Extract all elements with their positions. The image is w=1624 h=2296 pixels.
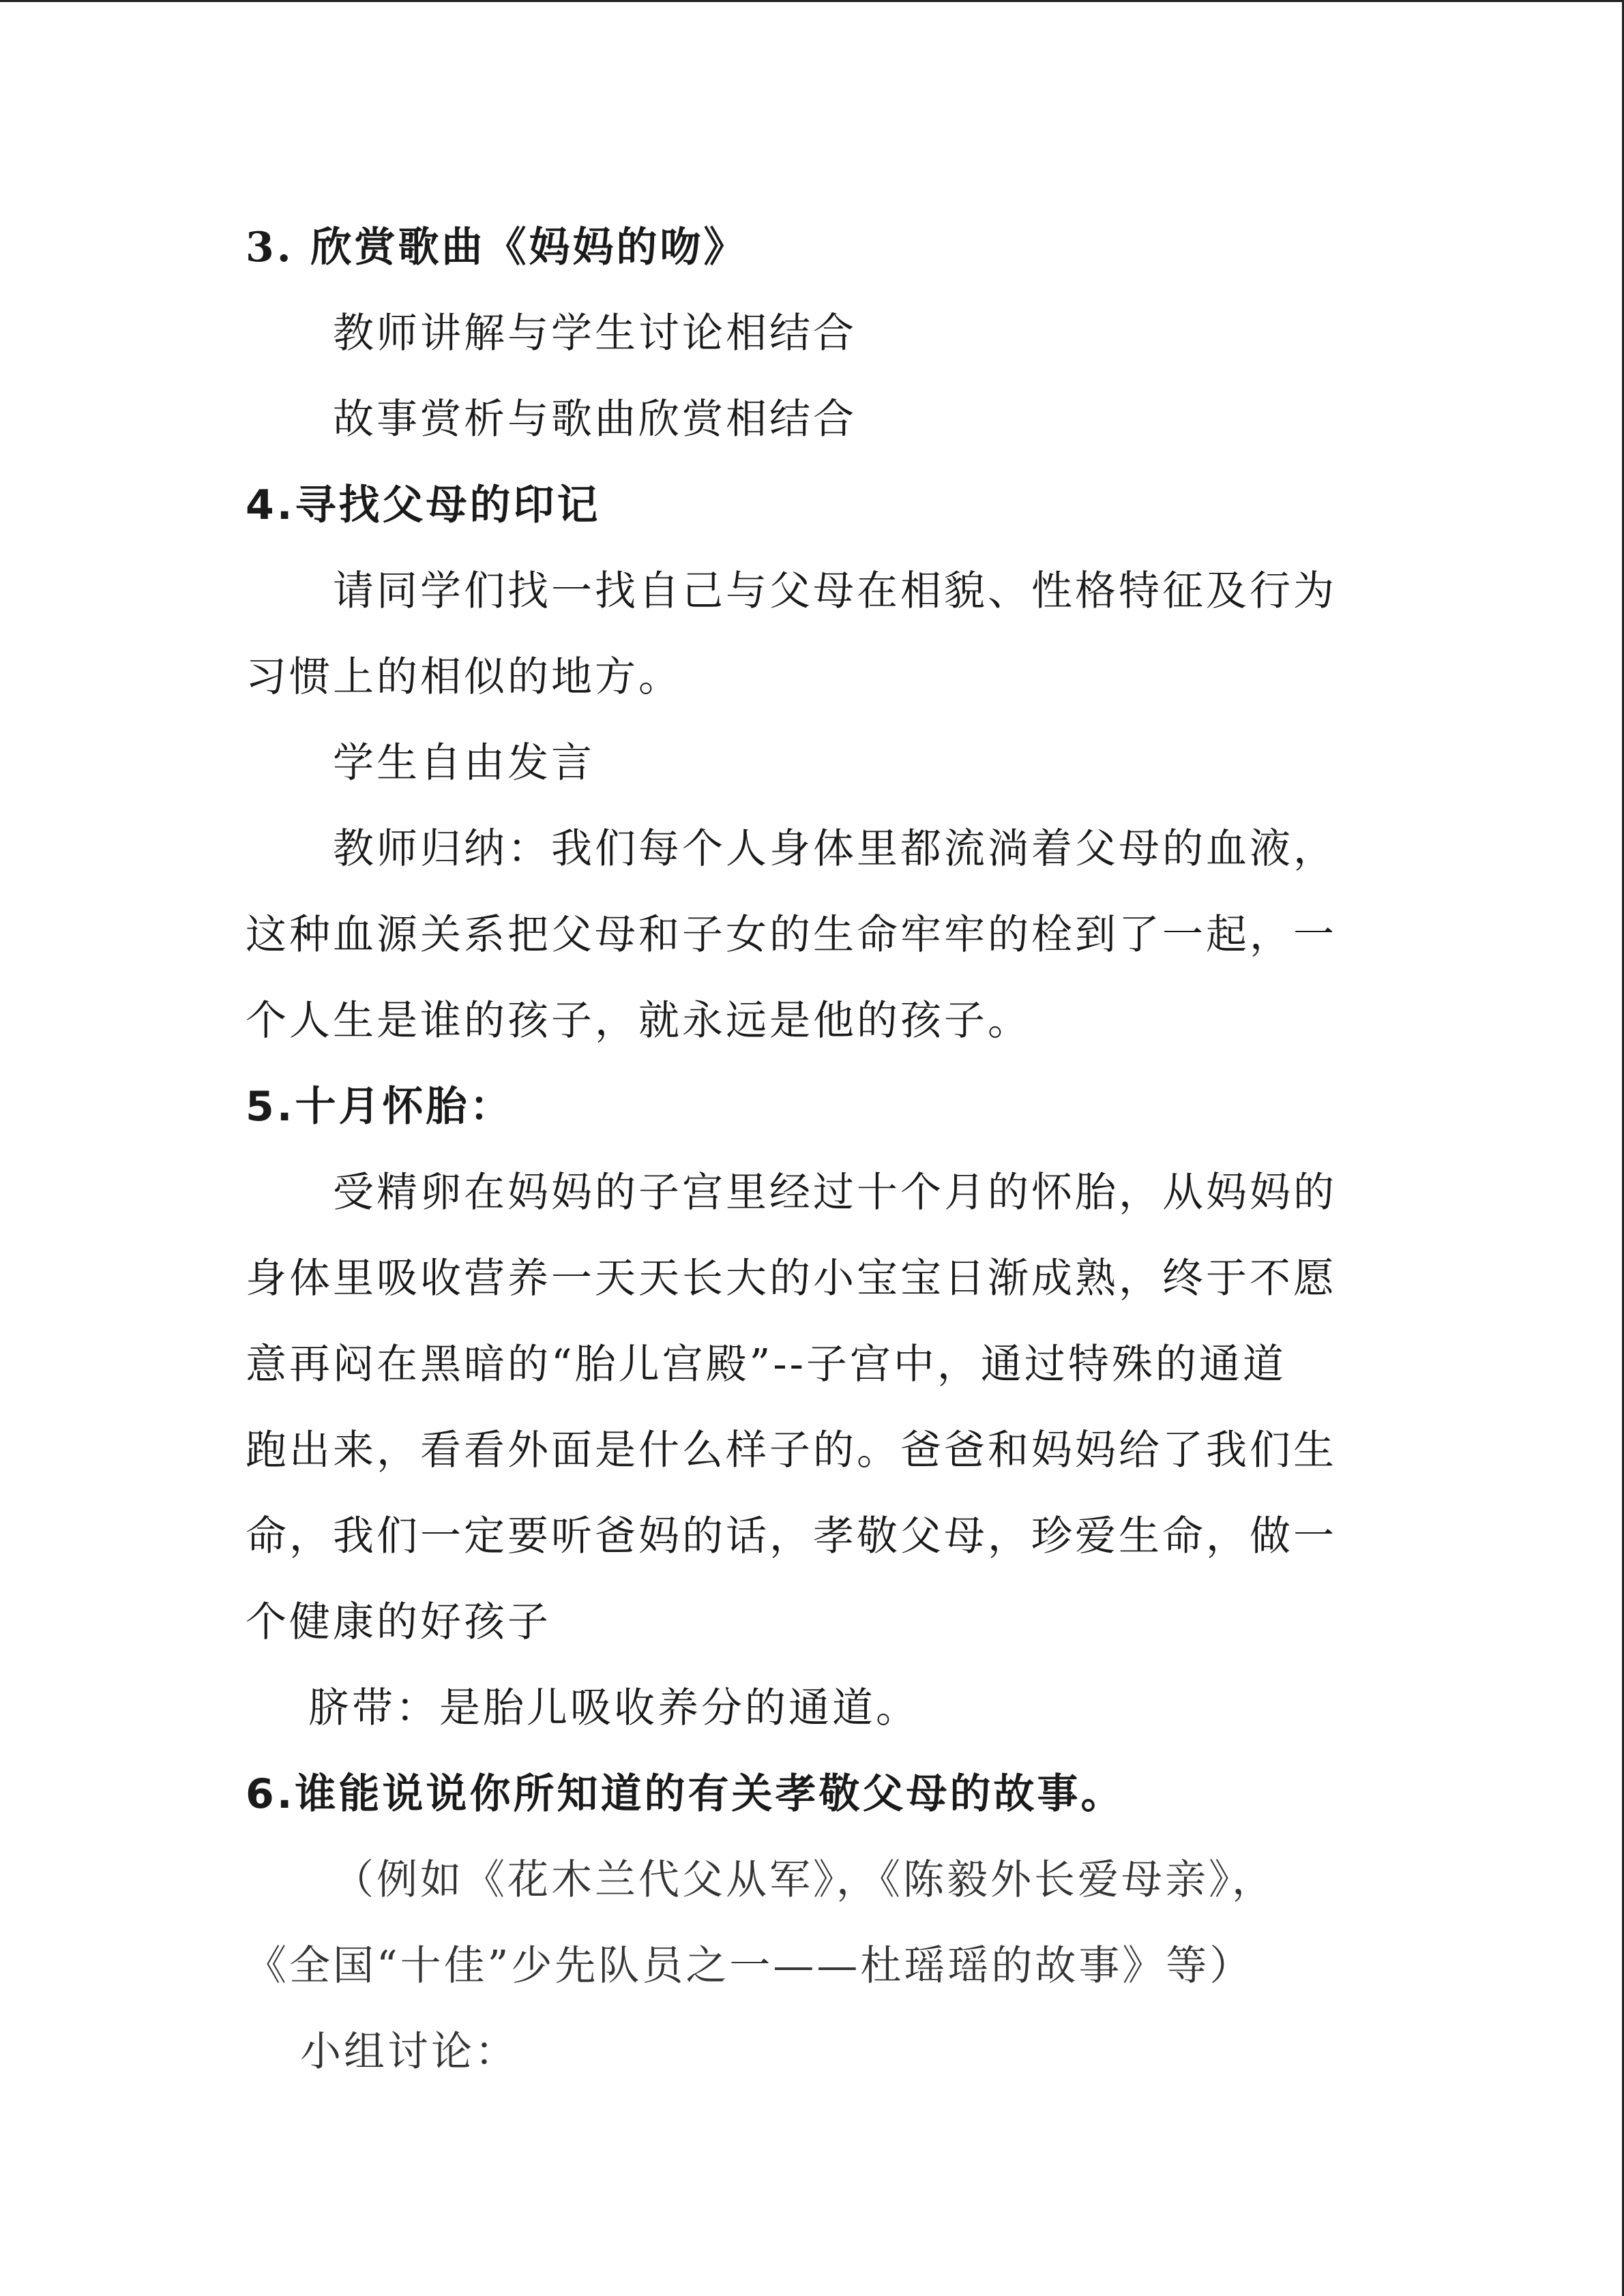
section-4-paragraph-2: 学生自由发言 <box>333 739 595 787</box>
section-5-paragraph-2: 脐带：是胎儿吸收养分的通道。 <box>308 1684 919 1732</box>
section-5-paragraph-1-line-1: 受精卵在妈妈的子宫里经过十个月的怀胎，从妈妈的 <box>333 1169 1337 1217</box>
section-4-heading: 4.寻找父母的印记 <box>246 481 601 529</box>
section-5-paragraph-1-line-2: 身体里吸收营养一天天长大的小宝宝日渐成熟，终于不愿 <box>246 1255 1337 1302</box>
section-6-heading: 6.谁能说说你所知道的有关孝敬父母的故事。 <box>246 1770 1125 1818</box>
section-3-line-2: 故事赏析与歌曲欣赏相结合 <box>333 396 857 443</box>
document-page <box>246 205 1344 2095</box>
section-4-paragraph-1-line-2: 习惯上的相似的地方。 <box>246 653 682 701</box>
section-3-heading: 3. 欣赏歌曲《妈妈的吻》 <box>246 224 748 271</box>
section-5-paragraph-1-line-3: 意再闷在黑暗的“胎儿宫殿”--子宫中，通过特殊的通道 <box>246 1341 1286 1388</box>
section-6-paragraph-1-line-2: 《全国“十佳”少先队员之一——杜瑶瑶的故事》等） <box>246 1942 1254 1990</box>
section-5-paragraph-1-line-5: 命，我们一定要听爸妈的话，孝敬父母，珍爱生命，做一 <box>246 1512 1337 1560</box>
section-4-paragraph-3-line-3: 个人生是谁的孩子，就永远是他的孩子。 <box>246 997 1031 1045</box>
section-5-paragraph-1-line-4: 跑出来，看看外面是什么样子的。爸爸和妈妈给了我们生 <box>246 1427 1337 1474</box>
section-4-paragraph-3-line-2: 这种血源关系把父母和子女的生命牢牢的栓到了一起，一 <box>246 911 1337 959</box>
section-6-paragraph-2: 小组讨论： <box>300 2028 518 2076</box>
section-5-heading: 5.十月怀胎： <box>246 1083 514 1131</box>
section-4-paragraph-1-line-1: 请同学们找一找自己与父母在相貌、性格特征及行为 <box>333 567 1337 615</box>
section-6-paragraph-1-line-1: （例如《花木兰代父从军》，《陈毅外长爱母亲》， <box>333 1856 1275 1904</box>
section-3-line-1: 教师讲解与学生讨论相结合 <box>333 310 857 357</box>
section-5-paragraph-1-line-6: 个健康的好孩子 <box>246 1598 551 1646</box>
section-4-paragraph-3-line-1: 教师归纳：我们每个人身体里都流淌着父母的血液， <box>333 825 1337 873</box>
